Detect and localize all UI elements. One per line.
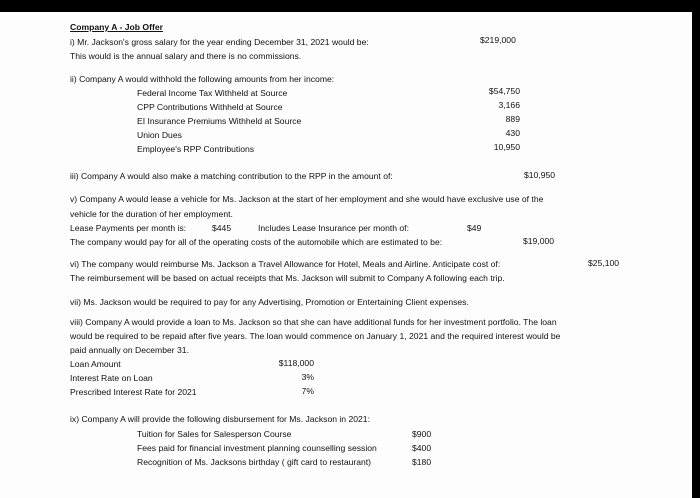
disbursement-intro: ix) Company A will provide the following disbursement for Ms. Jackson in 2021: — [70, 414, 370, 424]
lease-insurance-amount: $49 — [467, 223, 482, 233]
client-expenses-text: vii) Ms. Jackson would be required to pay for any Advertising, Promotion or Entertaining Client expenses. — [70, 297, 469, 307]
disbursement-amount: $900 — [412, 429, 432, 439]
travel-allowance-note: The reimbursement will be based on actual receipts that Ms. Jackson will submit to Company A following each trip. — [70, 273, 505, 283]
withholding-label: CPP Contributions Withheld at Source — [137, 102, 283, 112]
lease-insurance-label: Includes Lease Insurance per month of: — [258, 223, 409, 233]
loan-label: Interest Rate on Loan — [70, 373, 153, 383]
loan-text: viii) Company A would provide a loan to Ms. Jackson so that she can have additional funds for her investment portfolio. The loan — [70, 317, 557, 327]
disbursement-amount: $180 — [412, 457, 432, 467]
rpp-match-amount: $10,950 — [524, 170, 556, 180]
salary-amount: $219,000 — [480, 35, 516, 45]
withholding-amount: 10,950 — [493, 142, 520, 152]
withholding-intro: ii) Company A would withhold the following amounts from her income: — [70, 74, 335, 84]
lease-amount: $445 — [212, 223, 232, 233]
salary-text: i) Mr. Jackson's gross salary for the year ending December 31, 2021 would be: — [70, 37, 369, 47]
loan-label: Prescribed Interest Rate for 2021 — [70, 387, 197, 397]
loan-value: $118,000 — [278, 358, 314, 368]
withholding-label: Union Dues — [137, 130, 182, 140]
vehicle-text: vehicle for the duration of her employment. — [70, 209, 233, 219]
travel-allowance-amount: $25,100 — [588, 258, 620, 268]
loan-text: paid annually on December 31. — [70, 345, 189, 355]
disbursement-amount: $400 — [412, 443, 432, 453]
withholding-amount: $54,750 — [488, 86, 520, 96]
operating-cost-text: The company would pay for all of the operating costs of the automobile which are estimated to be: — [70, 237, 443, 247]
lease-label: Lease Payments per month is: — [70, 223, 187, 233]
salary-note: This would is the annual salary and there is no commissions. — [70, 51, 302, 61]
loan-label: Loan Amount — [70, 359, 121, 369]
withholding-amount: 889 — [505, 114, 520, 124]
withholding-amount: 430 — [505, 128, 520, 138]
withholding-amount: 3,166 — [498, 100, 520, 110]
withholding-label: Federal Income Tax Withheld at Source — [137, 88, 288, 98]
withholding-label: Employee's RPP Contributions — [137, 144, 255, 154]
loan-value: 3% — [301, 372, 314, 382]
rpp-match-text: iii) Company A would also make a matching contribution to the RPP in the amount of: — [70, 171, 393, 181]
disbursement-label: Recognition of Ms. Jacksons birthday ( gift card to restaurant) — [137, 457, 372, 467]
loan-value: 7% — [301, 386, 314, 396]
loan-text: would be required to be repaid after five years. The loan would commence on January 1, 2021 and the required interest would be — [70, 331, 561, 341]
disbursement-label: Fees paid for financial investment planning counselling session — [137, 443, 377, 453]
document-page — [0, 12, 692, 498]
travel-allowance-text: vi) The company would reimburse Ms. Jackson a Travel Allowance for Hotel, Meals and Airline. Anticipate cost of: — [70, 259, 501, 269]
disbursement-label: Tuition for Sales for Salesperson Course — [137, 429, 292, 439]
vehicle-text: v) Company A would lease a vehicle for Ms. Jackson at the start of her employment and she would have exclusive use of the — [70, 194, 544, 204]
document-title: Company A - Job Offer — [70, 22, 163, 32]
operating-cost-amount: $19,000 — [523, 236, 555, 246]
withholding-label: EI Insurance Premiums Withheld at Source — [137, 116, 302, 126]
